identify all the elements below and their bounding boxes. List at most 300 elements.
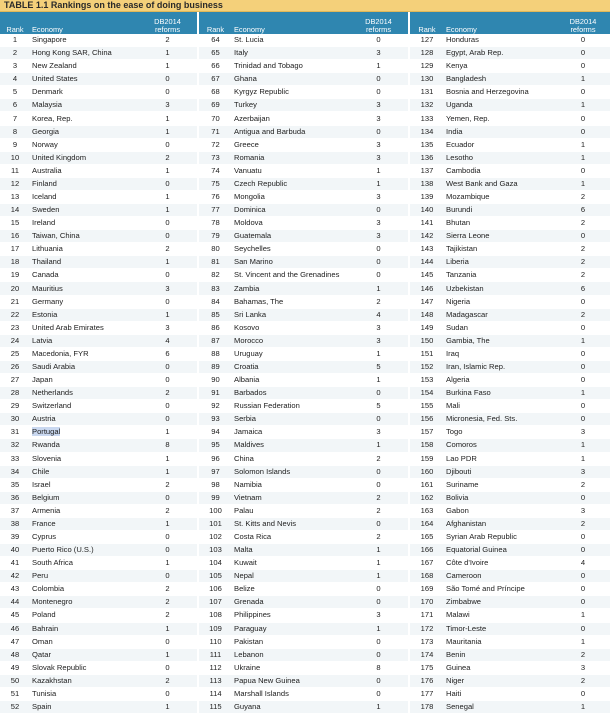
economy-cell: Niger [444, 674, 556, 687]
economy-cell: Equatorial Guinea [444, 544, 556, 557]
table-title: TABLE 1.1 Rankings on the ease of doing business [0, 0, 610, 12]
reforms-cell: 0 [138, 217, 198, 230]
economy-cell: Spain [30, 700, 138, 713]
reforms-cell: 0 [138, 374, 198, 387]
reforms-cell: 0 [349, 687, 409, 700]
economy-cell: Belgium [30, 491, 138, 504]
rank-cell: 41 [0, 557, 30, 570]
reforms-cell: 0 [556, 321, 610, 334]
reforms-cell: 4 [138, 334, 198, 347]
rank-cell: 153 [409, 374, 444, 387]
reforms-cell: 1 [556, 439, 610, 452]
economy-cell: Korea, Rep. [30, 112, 138, 125]
reforms-cell: 3 [349, 321, 409, 334]
rank-cell: 102 [198, 530, 232, 543]
table-row [0, 295, 610, 308]
reforms-cell: 0 [138, 635, 198, 648]
economy-cell: China [232, 452, 349, 465]
economy-cell: Togo [444, 426, 556, 439]
reforms-cell: 1 [556, 99, 610, 112]
economy-cell: Rwanda [30, 439, 138, 452]
rank-cell: 5 [0, 86, 30, 99]
economy-cell: Ghana [232, 73, 349, 86]
reforms-cell: 0 [556, 112, 610, 125]
reforms-cell: 1 [349, 570, 409, 583]
rank-cell: 174 [409, 648, 444, 661]
economy-cell: Ukraine [232, 661, 349, 674]
economy-cell: Uganda [444, 99, 556, 112]
header-reforms-line1: DB2014 [569, 17, 597, 26]
reforms-cell: 0 [556, 86, 610, 99]
reforms-cell: 0 [556, 413, 610, 426]
economy-cell: Belize [232, 583, 349, 596]
reforms-cell: 2 [138, 674, 198, 687]
economy-cell: Bahrain [30, 622, 138, 635]
table-row [0, 557, 610, 570]
reforms-cell: 2 [556, 256, 610, 269]
economy-cell: Kenya [444, 60, 556, 73]
reforms-cell: 3 [349, 190, 409, 203]
reforms-cell: 0 [138, 570, 198, 583]
reforms-cell: 6 [556, 204, 610, 217]
rank-cell: 74 [198, 164, 232, 177]
reforms-cell: 2 [138, 596, 198, 609]
economy-cell: Côte d'Ivoire [444, 557, 556, 570]
economy-cell: Finland [30, 177, 138, 190]
rank-cell: 168 [409, 570, 444, 583]
header-reforms-line1: DB2014 [154, 17, 181, 26]
economy-cell: Zambia [232, 282, 349, 295]
header-reforms-line2: reforms [570, 25, 596, 34]
header-rank: Rank [409, 12, 444, 34]
table-row [0, 360, 610, 373]
rank-cell: 103 [198, 544, 232, 557]
rank-cell: 88 [198, 347, 232, 360]
rank-cell: 83 [198, 282, 232, 295]
table-row [0, 204, 610, 217]
rank-cell: 166 [409, 544, 444, 557]
economy-cell: Russian Federation [232, 400, 349, 413]
economy-cell: Yemen, Rep. [444, 112, 556, 125]
reforms-cell: 1 [556, 151, 610, 164]
economy-cell: Lesotho [444, 151, 556, 164]
rank-cell: 140 [409, 204, 444, 217]
reforms-cell: 1 [138, 557, 198, 570]
reforms-cell: 1 [138, 517, 198, 530]
economy-cell: Zimbabwe [444, 596, 556, 609]
reforms-cell: 0 [138, 138, 198, 151]
economy-cell: Palau [232, 504, 349, 517]
rank-cell: 91 [198, 387, 232, 400]
economy-cell: India [444, 125, 556, 138]
reforms-cell: 1 [349, 557, 409, 570]
reforms-cell: 5 [349, 360, 409, 373]
economy-cell: Colombia [30, 583, 138, 596]
economy-cell: Turkey [232, 99, 349, 112]
table-row [0, 465, 610, 478]
rank-cell: 109 [198, 622, 232, 635]
reforms-cell: 1 [138, 190, 198, 203]
rank-cell: 15 [0, 217, 30, 230]
table-row [0, 308, 610, 321]
table-row [0, 491, 610, 504]
economy-cell: Hong Kong SAR, China [30, 47, 138, 60]
reforms-cell: 2 [349, 504, 409, 517]
rank-cell: 34 [0, 465, 30, 478]
economy-cell: Guatemala [232, 230, 349, 243]
economy-cell: Timor-Leste [444, 622, 556, 635]
reforms-cell: 8 [138, 439, 198, 452]
rank-cell: 48 [0, 648, 30, 661]
rank-cell: 40 [0, 544, 30, 557]
rank-cell: 86 [198, 321, 232, 334]
reforms-cell: 3 [349, 230, 409, 243]
reforms-cell: 3 [349, 99, 409, 112]
economy-cell: Tunisia [30, 687, 138, 700]
reforms-cell: 1 [349, 439, 409, 452]
rank-cell: 19 [0, 269, 30, 282]
reforms-cell: 1 [556, 635, 610, 648]
economy-cell: United States [30, 73, 138, 86]
rank-cell: 7 [0, 112, 30, 125]
economy-cell: Puerto Rico (U.S.) [30, 544, 138, 557]
reforms-cell: 3 [556, 504, 610, 517]
economy-cell: Norway [30, 138, 138, 151]
economy-cell: Cambodia [444, 164, 556, 177]
economy-cell: West Bank and Gaza [444, 177, 556, 190]
rank-cell: 76 [198, 190, 232, 203]
economy-cell: Estonia [30, 308, 138, 321]
table-row [0, 439, 610, 452]
rank-cell: 128 [409, 47, 444, 60]
rank-cell: 6 [0, 99, 30, 112]
rank-cell: 18 [0, 256, 30, 269]
rank-cell: 25 [0, 347, 30, 360]
economy-cell: Poland [30, 609, 138, 622]
economy-cell: Peru [30, 570, 138, 583]
economy-cell: Trinidad and Tobago [232, 60, 349, 73]
reforms-cell: 0 [349, 125, 409, 138]
rank-cell: 176 [409, 674, 444, 687]
economy-cell: Sudan [444, 321, 556, 334]
rank-cell: 134 [409, 125, 444, 138]
reforms-cell: 1 [349, 282, 409, 295]
rank-cell: 27 [0, 374, 30, 387]
reforms-cell: 0 [556, 687, 610, 700]
economy-cell: Kuwait [232, 557, 349, 570]
economy-cell: Switzerland [30, 400, 138, 413]
economy-cell: Croatia [232, 360, 349, 373]
rank-cell: 104 [198, 557, 232, 570]
reforms-cell: 0 [138, 530, 198, 543]
rank-cell: 64 [198, 34, 232, 47]
rank-cell: 93 [198, 413, 232, 426]
economy-cell: Papua New Guinea [232, 674, 349, 687]
reforms-cell: 1 [138, 648, 198, 661]
table-row [0, 570, 610, 583]
economy-cell: Taiwan, China [30, 230, 138, 243]
header-row [0, 12, 610, 34]
economy-cell: Malta [232, 544, 349, 557]
economy-cell: Italy [232, 47, 349, 60]
reforms-cell: 1 [138, 256, 198, 269]
rank-cell: 31 [0, 426, 30, 439]
economy-cell: Czech Republic [232, 177, 349, 190]
rank-cell: 152 [409, 360, 444, 373]
reforms-cell: 4 [556, 557, 610, 570]
reforms-cell: 0 [556, 125, 610, 138]
economy-cell: St. Vincent and the Grenadines [232, 269, 349, 282]
reforms-cell: 0 [349, 635, 409, 648]
economy-cell: Afghanistan [444, 517, 556, 530]
rank-cell: 144 [409, 256, 444, 269]
table-row [0, 282, 610, 295]
rank-cell: 36 [0, 491, 30, 504]
reforms-cell: 0 [138, 661, 198, 674]
reforms-cell: 0 [138, 230, 198, 243]
reforms-cell: 0 [556, 400, 610, 413]
reforms-cell: 2 [556, 190, 610, 203]
rank-cell: 10 [0, 151, 30, 164]
economy-cell: Burkina Faso [444, 387, 556, 400]
economy-cell: Tajikistan [444, 243, 556, 256]
reforms-cell: 0 [349, 34, 409, 47]
rank-cell: 3 [0, 60, 30, 73]
economy-cell: Kazakhstan [30, 674, 138, 687]
economy-cell: Madagascar [444, 308, 556, 321]
economy-cell: Sweden [30, 204, 138, 217]
economy-cell: Ireland [30, 217, 138, 230]
economy-cell: Seychelles [232, 243, 349, 256]
economy-cell: Gambia, The [444, 334, 556, 347]
reforms-cell: 5 [349, 400, 409, 413]
rank-cell: 98 [198, 478, 232, 491]
rank-cell: 161 [409, 478, 444, 491]
reforms-cell: 2 [556, 517, 610, 530]
reforms-cell: 0 [138, 86, 198, 99]
reforms-cell: 1 [138, 125, 198, 138]
economy-cell: Greece [232, 138, 349, 151]
reforms-cell: 3 [349, 609, 409, 622]
rank-cell: 178 [409, 700, 444, 713]
header-reforms [556, 12, 610, 34]
economy-cell: Serbia [232, 413, 349, 426]
reforms-cell: 3 [138, 282, 198, 295]
table-row [0, 687, 610, 700]
rank-cell: 84 [198, 295, 232, 308]
economy-cell: Guinea [444, 661, 556, 674]
table-row [0, 347, 610, 360]
rank-cell: 159 [409, 452, 444, 465]
economy-cell: Gabon [444, 504, 556, 517]
economy-cell: Marshall Islands [232, 687, 349, 700]
rank-cell: 89 [198, 360, 232, 373]
table-row [0, 596, 610, 609]
reforms-cell: 0 [556, 583, 610, 596]
economy-cell: Tanzania [444, 269, 556, 282]
rank-cell: 13 [0, 190, 30, 203]
reforms-cell: 1 [138, 622, 198, 635]
reforms-cell: 0 [349, 86, 409, 99]
economy-cell: Germany [30, 295, 138, 308]
header-reforms-line2: reforms [365, 25, 392, 34]
rank-cell: 14 [0, 204, 30, 217]
rank-cell: 42 [0, 570, 30, 583]
reforms-cell: 0 [138, 360, 198, 373]
header-reforms [349, 12, 409, 34]
rank-cell: 137 [409, 164, 444, 177]
rank-cell: 33 [0, 452, 30, 465]
rank-cell: 155 [409, 400, 444, 413]
economy-cell: Comoros [444, 439, 556, 452]
economy-cell: United Kingdom [30, 151, 138, 164]
rank-cell: 44 [0, 596, 30, 609]
reforms-cell: 3 [349, 334, 409, 347]
reforms-cell: 0 [556, 491, 610, 504]
reforms-cell: 1 [349, 60, 409, 73]
reforms-cell: 0 [138, 491, 198, 504]
table-row [0, 583, 610, 596]
reforms-cell: 0 [349, 674, 409, 687]
reforms-cell: 1 [138, 60, 198, 73]
reforms-cell: 0 [556, 347, 610, 360]
rank-cell: 107 [198, 596, 232, 609]
economy-cell: Morocco [232, 334, 349, 347]
economy-cell: Nepal [232, 570, 349, 583]
economy-cell: Maldives [232, 439, 349, 452]
economy-cell: Australia [30, 164, 138, 177]
header-reforms [138, 12, 198, 34]
reforms-cell: 2 [556, 674, 610, 687]
economy-cell: Haiti [444, 687, 556, 700]
economy-cell: Mauritania [444, 635, 556, 648]
reforms-cell: 1 [138, 308, 198, 321]
reforms-cell: 1 [349, 164, 409, 177]
table-row [0, 530, 610, 543]
economy-cell: Lebanon [232, 648, 349, 661]
economy-cell: Macedonia, FYR [30, 347, 138, 360]
table-row [0, 138, 610, 151]
rank-cell: 150 [409, 334, 444, 347]
reforms-cell: 1 [349, 347, 409, 360]
economy-cell: Saudi Arabia [30, 360, 138, 373]
rank-cell: 16 [0, 230, 30, 243]
economy-cell: Cyprus [30, 530, 138, 543]
economy-cell: Ecuador [444, 138, 556, 151]
reforms-cell: 1 [349, 544, 409, 557]
table-row [0, 517, 610, 530]
table-row [0, 478, 610, 491]
table-row [0, 243, 610, 256]
table-row [0, 34, 610, 47]
economy-cell: Canada [30, 269, 138, 282]
reforms-cell: 3 [349, 138, 409, 151]
table-row [0, 452, 610, 465]
economy-cell: Kyrgyz Republic [232, 86, 349, 99]
table-row [0, 648, 610, 661]
rank-cell: 50 [0, 674, 30, 687]
table-row [0, 86, 610, 99]
rank-cell: 172 [409, 622, 444, 635]
economy-cell: New Zealand [30, 60, 138, 73]
rank-cell: 100 [198, 504, 232, 517]
table-row [0, 387, 610, 400]
rank-cell: 72 [198, 138, 232, 151]
rank-cell: 92 [198, 400, 232, 413]
economy-cell: Malaysia [30, 99, 138, 112]
table-body [0, 34, 610, 714]
economy-cell: Bahamas, The [232, 295, 349, 308]
economy-cell: San Marino [232, 256, 349, 269]
rank-cell: 66 [198, 60, 232, 73]
reforms-cell: 0 [349, 596, 409, 609]
economy-cell: Jamaica [232, 426, 349, 439]
header-economy: Economy [444, 12, 556, 34]
economy-cell: Antigua and Barbuda [232, 125, 349, 138]
reforms-cell: 2 [556, 308, 610, 321]
table-row [0, 125, 610, 138]
rank-cell: 29 [0, 400, 30, 413]
rank-cell: 22 [0, 308, 30, 321]
reforms-cell: 0 [556, 230, 610, 243]
economy-cell: Iraq [444, 347, 556, 360]
reforms-cell: 1 [556, 387, 610, 400]
reforms-cell: 1 [349, 700, 409, 713]
rank-cell: 11 [0, 164, 30, 177]
table-row [0, 334, 610, 347]
reforms-cell: 0 [349, 517, 409, 530]
rank-cell: 46 [0, 622, 30, 635]
rank-cell: 160 [409, 465, 444, 478]
reforms-cell: 2 [138, 583, 198, 596]
economy-cell: Azerbaijan [232, 112, 349, 125]
economy-cell: Senegal [444, 700, 556, 713]
rank-cell: 149 [409, 321, 444, 334]
rank-cell: 87 [198, 334, 232, 347]
rank-cell: 169 [409, 583, 444, 596]
economy-cell: Kosovo [232, 321, 349, 334]
rank-cell: 147 [409, 295, 444, 308]
reforms-cell: 2 [349, 295, 409, 308]
reforms-cell: 1 [138, 465, 198, 478]
rank-cell: 151 [409, 347, 444, 360]
economy-cell: Benin [444, 648, 556, 661]
reforms-cell: 2 [556, 269, 610, 282]
economy-cell: Moldova [232, 217, 349, 230]
table-row [0, 400, 610, 413]
reforms-cell: 0 [138, 295, 198, 308]
table-row [0, 60, 610, 73]
reforms-cell: 0 [349, 204, 409, 217]
economy-cell: Vietnam [232, 491, 349, 504]
economy-cell: Armenia [30, 504, 138, 517]
reforms-cell: 0 [349, 465, 409, 478]
reforms-cell: 1 [349, 374, 409, 387]
reforms-cell: 0 [556, 295, 610, 308]
reforms-cell: 3 [349, 151, 409, 164]
rank-cell: 38 [0, 517, 30, 530]
selected-text-highlight: Portugal [32, 427, 61, 437]
economy-cell: Namibia [232, 478, 349, 491]
table-row [0, 73, 610, 86]
economy-cell: Iceland [30, 190, 138, 203]
rank-cell: 175 [409, 661, 444, 674]
reforms-cell: 0 [138, 544, 198, 557]
rankings-table [0, 12, 610, 714]
economy-cell: Bosnia and Herzegovina [444, 86, 556, 99]
economy-cell: Solomon Islands [232, 465, 349, 478]
economy-cell [30, 426, 138, 439]
